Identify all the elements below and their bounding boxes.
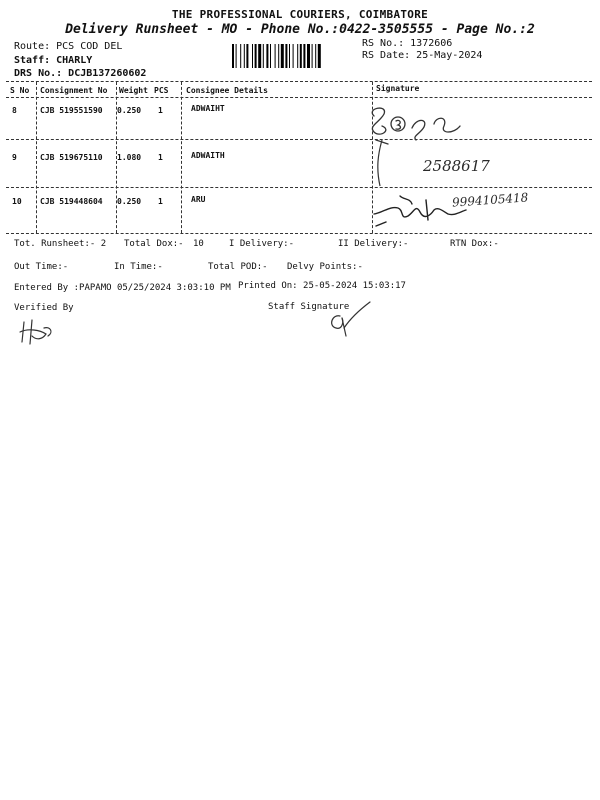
cell-pcs: 1	[158, 153, 163, 162]
rtn-dox: RTN Dox:-	[450, 239, 499, 249]
cell-sno: 8	[12, 106, 17, 115]
total-pod: Total POD:-	[208, 262, 268, 272]
barcode	[231, 44, 357, 68]
delvy-points: Delvy Points:-	[287, 262, 363, 272]
row-divider	[6, 187, 592, 188]
signature-stroke	[370, 136, 410, 192]
verified-by-signature	[18, 318, 58, 346]
cell-sno: 9	[12, 153, 17, 162]
cell-sno: 10	[12, 197, 22, 206]
cell-consignment: CJB 519448604	[40, 197, 103, 206]
company-name: THE PROFESSIONAL COURIERS, COIMBATORE	[171, 8, 429, 21]
drs-number: DRS No.: DCJB137260602	[14, 68, 147, 79]
cell-consignee: ADWAITH	[191, 151, 225, 160]
verified-by-label: Verified By	[14, 303, 74, 313]
cell-consignee: ADWAIHT	[191, 104, 225, 113]
cell-consignment: CJB 519551590	[40, 106, 103, 115]
cell-pcs: 1	[158, 197, 163, 206]
rs-number: RS No.: 1372606	[362, 38, 453, 49]
out-time: Out Time:-	[14, 262, 69, 272]
col-header-consignment: Consignment No	[40, 86, 108, 95]
route-label: Route: PCS COD DEL	[14, 41, 123, 52]
handwritten-phone: 9994105418	[451, 190, 529, 210]
total-dox-label: Total Dox:-	[124, 239, 184, 249]
table-bottom-rule	[6, 233, 592, 234]
staff-signature	[322, 298, 374, 340]
rs-date: RS Date: 25-May-2024	[362, 50, 483, 61]
runsheet-title: Delivery Runsheet - MO - Phone No.:0422-3505555 - Page No.:2	[65, 22, 535, 37]
cell-weight: 0.250	[117, 106, 142, 115]
handwritten-signature	[370, 186, 470, 234]
cell-weight: 0.250	[117, 197, 142, 206]
total-dox-value: 10	[193, 239, 204, 249]
ii-delivery: II Delivery:-	[338, 239, 409, 249]
cell-consignee: ARU	[191, 195, 206, 204]
table-header-rule	[6, 97, 592, 98]
entered-by: Entered By :PAPAMO 05/25/2024 3:03:10 PM	[14, 283, 231, 293]
in-time: In Time:-	[114, 262, 163, 272]
col-header-pcs: PCS	[154, 86, 169, 95]
i-delivery: I Delivery:-	[229, 239, 295, 249]
cell-consignment: CJB 519675110	[40, 153, 103, 162]
column-divider	[36, 82, 37, 233]
column-divider	[181, 82, 182, 233]
col-header-signature: Signature	[376, 84, 420, 93]
col-header-weight: Weight	[119, 86, 148, 95]
staff-signature-label: Staff Signature	[268, 302, 350, 312]
col-header-consignee: Consignee Details	[186, 86, 268, 95]
tot-runsheet: Tot. Runsheet:- 2	[14, 239, 107, 249]
printed-on: Printed On: 25-05-2024 15:03:17	[238, 281, 406, 291]
cell-weight: 1.080	[117, 153, 142, 162]
col-header-sno: S No	[10, 86, 30, 95]
row-divider	[6, 139, 592, 140]
handwritten-number: 2588617	[423, 157, 490, 175]
cell-pcs: 1	[158, 106, 163, 115]
staff-label: Staff: CHARLY	[14, 55, 93, 66]
table-top-rule	[6, 81, 592, 82]
